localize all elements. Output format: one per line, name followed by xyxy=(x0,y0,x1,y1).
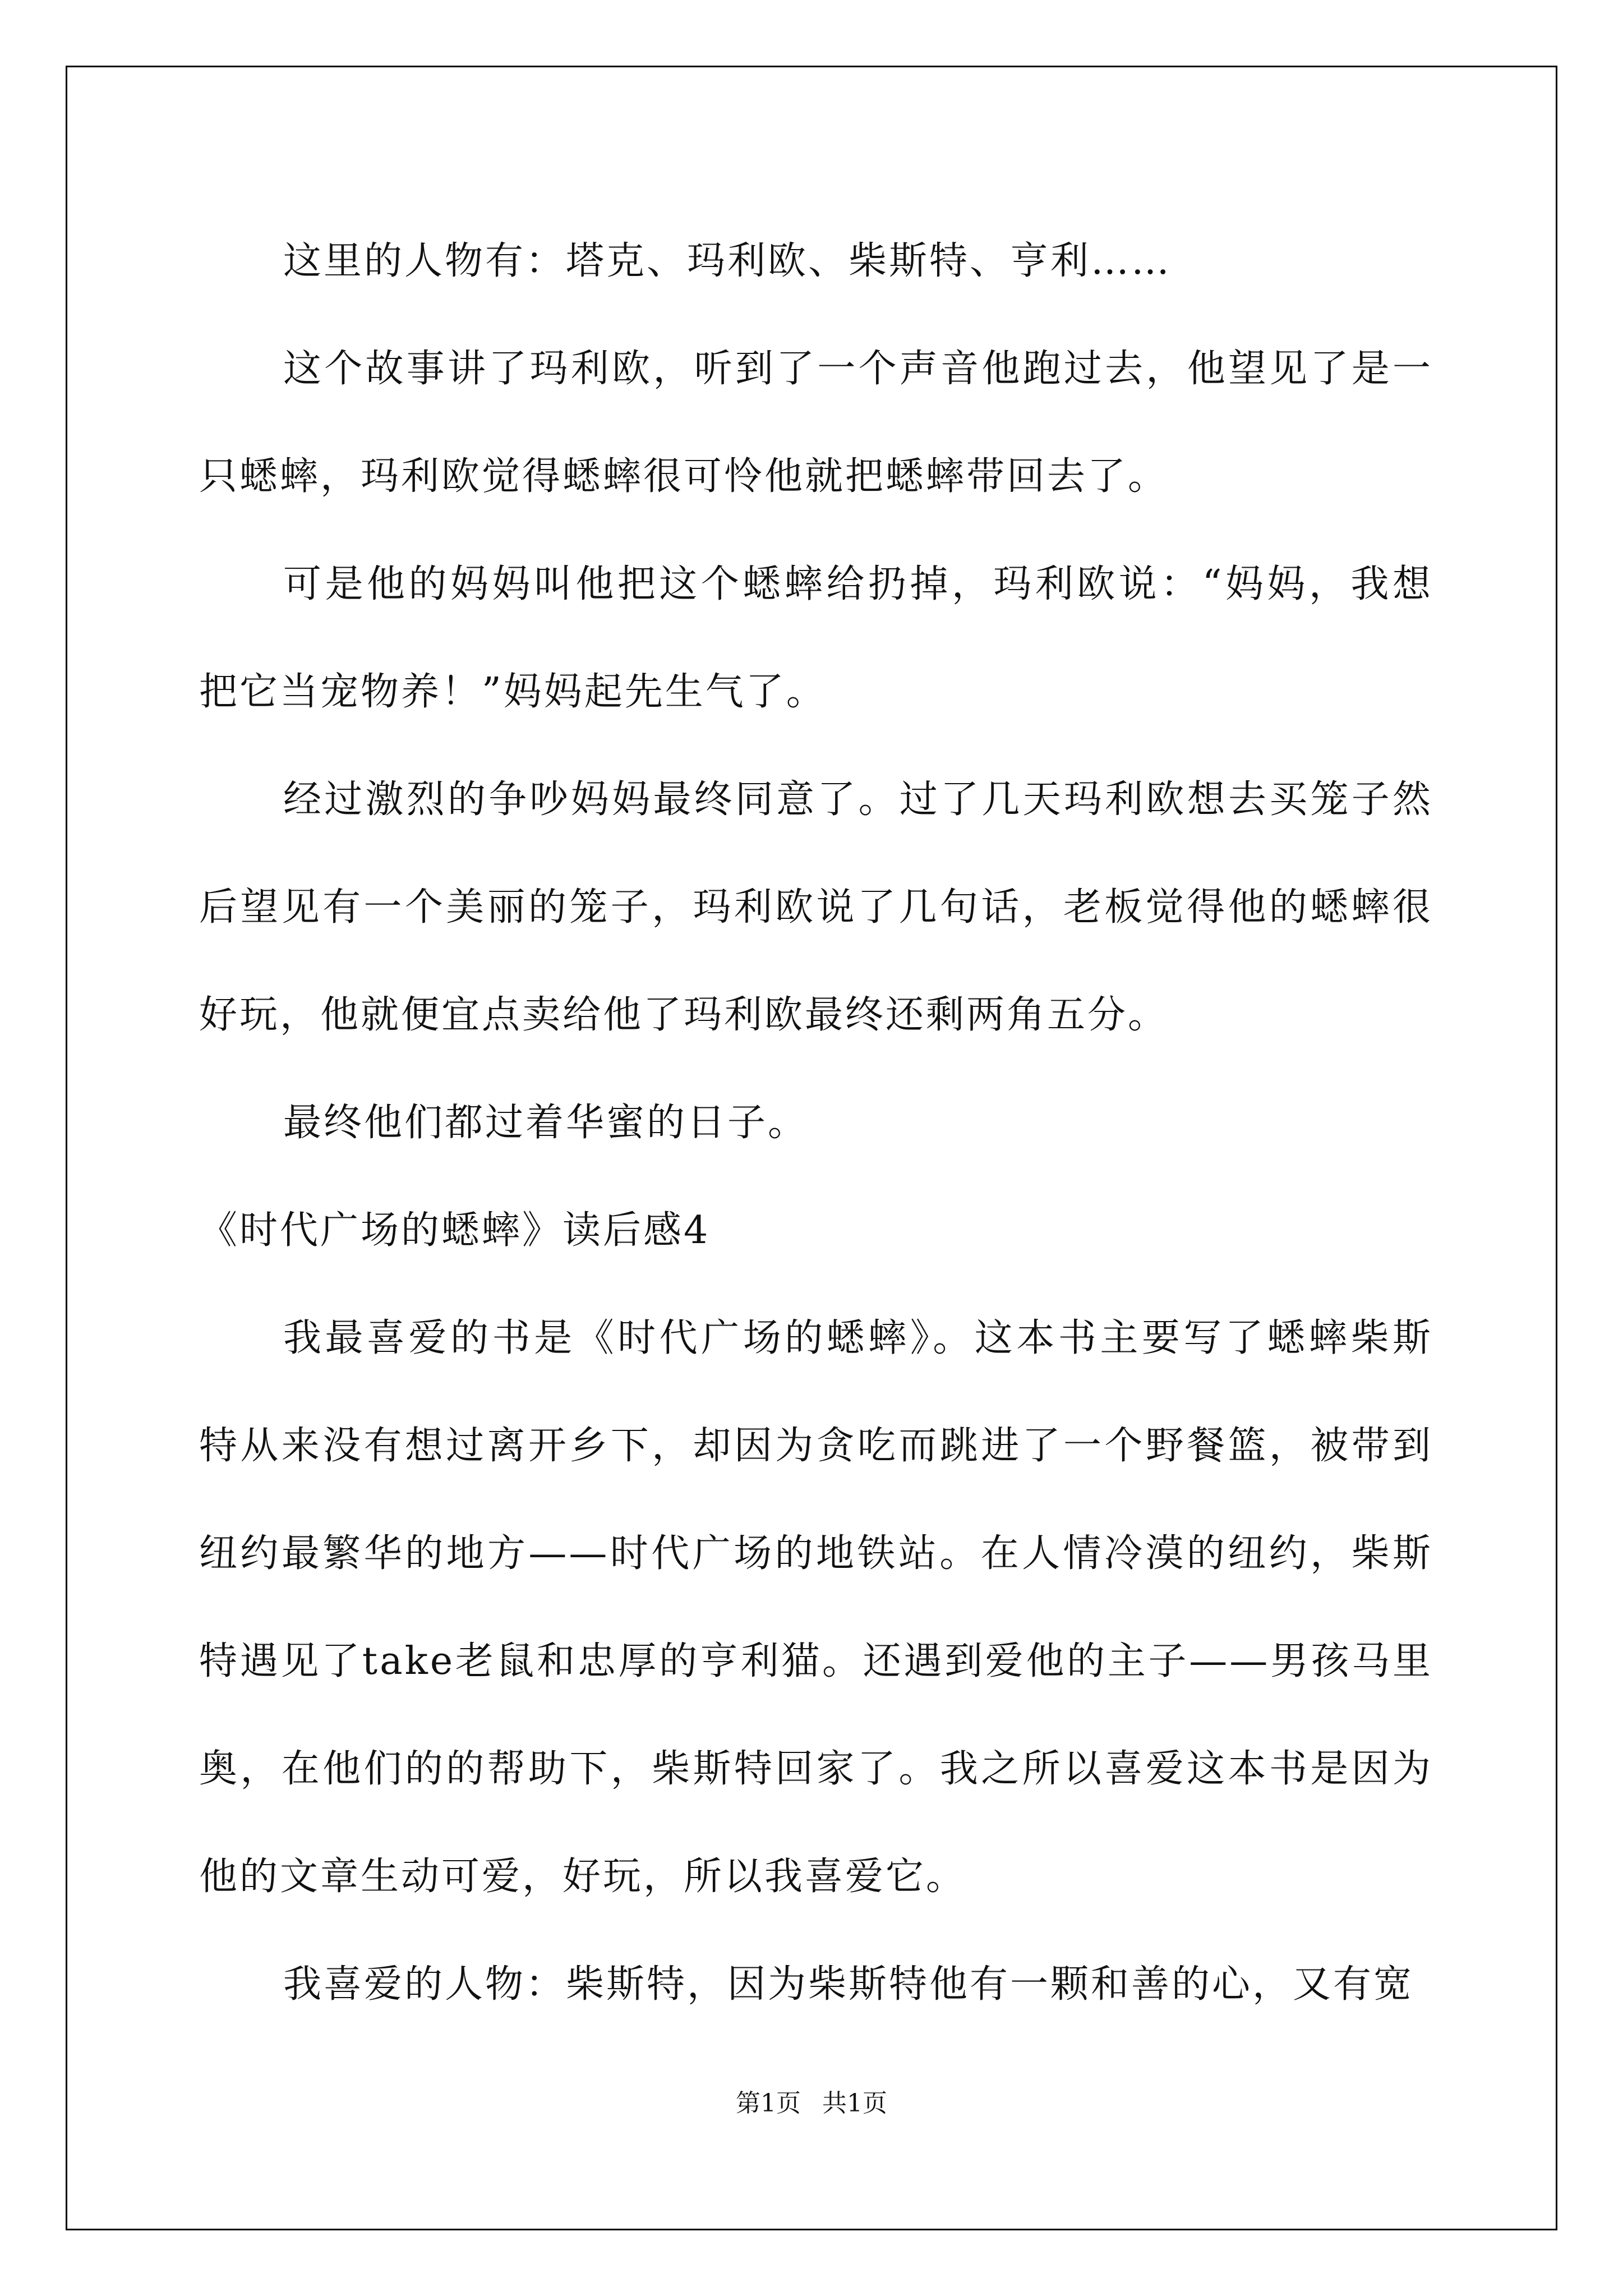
page-total: 共1页 xyxy=(822,2089,887,2118)
paragraph-cage: 经过激烈的争吵妈妈最终同意了。过了几天玛利欧想去买笼子然后望见有一个美丽的笼子，玛利欧说了几句话，老板觉得他的蟋蟀很好玩，他就便宜点卖给他了玛利欧最终还剩两角五分。 xyxy=(199,777,1433,1037)
paragraph-characters: 这里的人物有：塔克、玛利欧、柴斯特、亨利…… xyxy=(283,239,1172,283)
paragraph-favorite-book: 我最喜爱的书是《时代广场的蟋蟀》。这本书主要写了蟋蟀柴斯特从来没有想过离开乡下，却因为贪吃而跳进了一个野餐篮，被带到纽约最繁华的地方——时代广场的地铁站。在人情冷漠的纽约，柴斯特遇见了take老鼠和忠厚的亨利猫。还遇到爱他的主子——男孩马里奥，在他们的的帮助下，柴斯特回家了。我之所以喜爱这本书是因为他的文章生动可爱，好玩，所以我喜爱它。 xyxy=(199,1316,1433,1899)
document-body xyxy=(199,208,1433,2039)
page-number: 第1页 xyxy=(736,2089,801,2118)
page-footer xyxy=(0,2087,1623,2120)
paragraph-ending: 最终他们都过着华蜜的日子。 xyxy=(283,1101,809,1145)
paragraph-mother: 可是他的妈妈叫他把这个蟋蟀给扔掉，玛利欧说：“妈妈，我想把它当宠物养！”妈妈起先生气了。 xyxy=(199,562,1433,714)
paragraph-story: 这个故事讲了玛利欧，听到了一个声音他跑过去，他望见了是一只蟋蟀，玛利欧觉得蟋蟀很可怜他就把蟋蟀带回去了。 xyxy=(199,347,1433,499)
paragraph-favorite-character: 我喜爱的人物：柴斯特，因为柴斯特他有一颗和善的心，又有宽 xyxy=(283,1962,1414,2007)
section-heading: 《时代广场的蟋蟀》读后感4 xyxy=(199,1208,711,1253)
